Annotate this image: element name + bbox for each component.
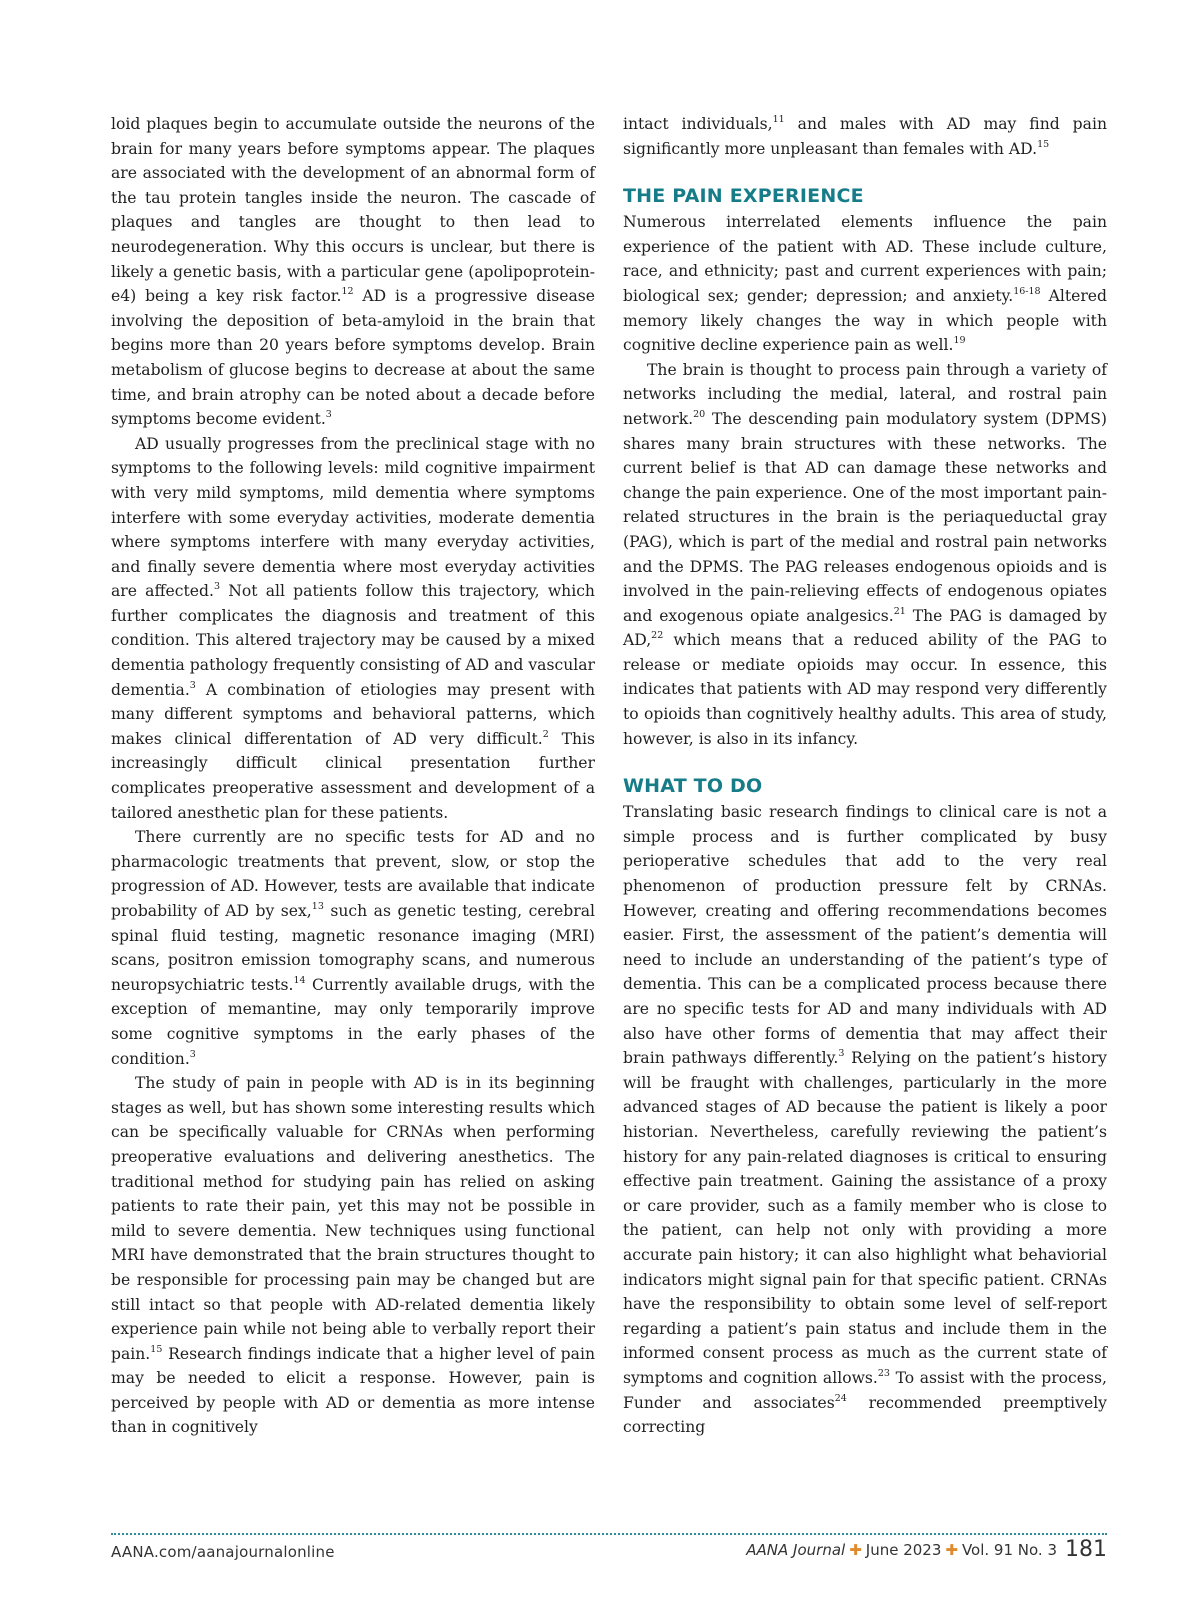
citation: 21	[893, 605, 906, 617]
text-run: This increasingly difficult clinical presentation further complicates preoperative assessment and development of a tailored anesthetic plan for these patients.	[111, 729, 595, 822]
text-run: A combination of etiologies may present with many different symptoms and behavioral patterns, which makes clinical differentation of AD very difficult.	[111, 680, 595, 748]
body-paragraph	[623, 800, 1107, 1439]
text-run: To assist with the process, Funder and associates	[623, 1368, 1107, 1412]
text-run: recommended preemptively correcting	[623, 1393, 1107, 1437]
citation: 23	[877, 1367, 890, 1379]
left-column	[111, 112, 595, 1440]
text-run: There currently are no specific tests for AD and no pharmacologic treatments that prevent, slow, or stop the progression of AD. However, tests are available that indicate probability of AD by sex,	[111, 828, 595, 920]
text-run: such as genetic testing, cerebral spinal fluid testing, magnetic resonance imaging (MRI) scans, positron emission tomography scans, and numerous neuropsychiatric tests.	[111, 902, 595, 994]
footer-divider	[111, 1533, 1107, 1535]
text-run: AD is a progressive disease involving the deposition of beta-amyloid in the brain that begins more than 20 years before symptoms develop. Brain metabolism of glucose begins to decrease at about the same time, and brain atrophy can be noted about a decade before symptoms become evident.	[111, 287, 595, 429]
citation: 15	[1037, 138, 1050, 150]
text-run: Not all patients follow this trajectory, which further complicates the diagnosis and treatment of this condition. This altered trajectory may be caused by a mixed dementia pathology frequently consisting of AD and vascular dementia.	[111, 582, 595, 699]
section-heading-what-to-do: WHAT TO DO	[623, 775, 763, 798]
citation: 24	[834, 1392, 847, 1404]
page-number: 181	[1065, 1537, 1107, 1562]
citation: 19	[953, 335, 966, 347]
text-run: Research findings indicate that a higher level of pain may be needed to elicit a response. However, pain is perceived by people with AD or dementia as more intense than in cognitively	[111, 1344, 595, 1437]
body-paragraph	[623, 358, 1107, 752]
body-paragraph	[111, 1071, 595, 1440]
citation: 22	[651, 630, 664, 642]
body-paragraph	[111, 825, 595, 1071]
text-run: The study of pain in people with AD is in its beginning stages as well, but has shown some interesting results which can be specifically valuable for CRNAs when performing preoperative evaluations and delivering anesthetics. The traditional method for studying pain has relied on asking patients to rate their pain, yet this may not be possible in mild to severe dementia. New techniques using functional MRI have demonstrated that the brain structures thought to be responsible for processing pain may be changed but are still intact so that people with AD-related dementia likely experience pain while not being able to verbally report their pain.	[111, 1074, 595, 1363]
citation: 20	[693, 408, 706, 420]
citation: 14	[293, 974, 306, 986]
citation: 3	[213, 581, 220, 593]
section-heading-pain-experience: THE PAIN EXPERIENCE	[623, 185, 864, 208]
text-run: Currently available drugs, with the exception of memantine, may only temporarily improve some cognitive symptoms in the early phases of the condition.	[111, 975, 595, 1068]
volume-issue: Vol. 91 No. 3	[961, 1541, 1057, 1559]
text-run: The brain is thought to process pain through a variety of networks including the medial, lateral, and rostral pain network.	[623, 360, 1107, 428]
text-run: Numerous interrelated elements influence the pain experience of the patient with AD. These include culture, race, and ethnicity; past and current experiences with pain; biological sex; gender; depression; and anxiety.	[623, 213, 1107, 305]
citation: 3	[838, 1048, 845, 1060]
plus-separator-icon: ✚	[945, 1541, 958, 1559]
citation: 3	[189, 679, 196, 691]
issue-date: June 2023	[865, 1541, 942, 1559]
citation: 2	[542, 728, 549, 740]
text-run: loid plaques begin to accumulate outside the neurons of the brain for many years before symptoms appear. The plaques are associated with the development of an abnormal form of the tau protein tangles inside the neuron. The cascade of plaques and tangles are thought to then lead to neurodegeneration. Why this occurs is unclear, but there is likely a genetic basis, with a particular gene (apolipoprotein-e4) being a key risk factor.	[111, 115, 595, 306]
citation: 3	[325, 409, 332, 421]
body-paragraph	[111, 432, 595, 826]
text-run: Translating basic research findings to clinical care is not a simple process and is further complicated by busy perioperative schedules that add to the very real phenomenon of production pressure felt by CRNAs. However, creating and offering recommendations becomes easier. First, the assessment of the patient’s dementia will need to include an understanding of the patient’s type of dementia. This can be a complicated process because there are no specific tests for AD and many individuals with AD also have other forms of dementia that may affect their brain pathways differently.	[623, 803, 1107, 1068]
citation: 12	[341, 286, 354, 298]
footer-citation	[746, 1537, 1107, 1562]
body-paragraph	[623, 112, 1107, 161]
citation: 13	[311, 901, 324, 912]
footer-website-link[interactable]: AANA.com/aanajournalonline	[111, 1543, 335, 1561]
text-run: and males with AD may find pain significantly more unpleasant than females with AD.	[623, 115, 1107, 158]
text-run: The PAG is damaged by AD,	[623, 606, 1107, 650]
citation: 16-18	[1013, 285, 1041, 297]
text-run: The descending pain modulatory system (DPMS) shares many brain structures with these networks. The current belief is that AD can damage these networks and change the pain experience. One of the most important pain-related structures in the brain is the periaqueductal gray (PAG), which is part of the medial and rostral pain networks and the DPMS. The PAG releases endogenous opioids and is involved in the pain-relieving effects of endogenous opiates and exogenous opiate analgesics.	[623, 409, 1107, 625]
citation: 3	[189, 1048, 196, 1060]
citation: 15	[150, 1343, 163, 1355]
plus-separator-icon: ✚	[849, 1541, 862, 1559]
text-run: Relying on the patient’s history will be fraught with challenges, particularly in the more advanced stages of AD because the patient is likely a poor historian. Nevertheless, carefully reviewing the patient’s history for any pain-related diagnoses is critical to ensuring effective pain treatment. Gaining the assistance of a proxy or care provider, such as a family member who is close to the patient, can help not only with providing a more accurate pain history; it can also highlight what behaviorial indicators might signal pain for that specific patient. CRNAs have the responsibility to obtain some level of self-report regarding a patient’s pain status and include them in the informed consent process as much as the current state of symptoms and cognition allows.	[623, 1049, 1107, 1387]
journal-name: AANA Journal	[746, 1541, 846, 1559]
text-run: intact individuals,	[623, 115, 773, 133]
right-column	[623, 112, 1107, 1440]
text-run: which means that a reduced ability of the PAG to release or mediate opioids may occur. In essence, this indicates that patients with AD may respond very differently to opioids than cognitively healthy adults. This area of study, however, is also in its infancy.	[623, 631, 1107, 748]
text-run: AD usually progresses from the preclinical stage with no symptoms to the following levels: mild cognitive impairment with very mild symptoms, mild dementia where symptoms interfere with some everyday activities, moderate dementia where symptoms interfere with many everyday activities, and finally severe dementia where most everyday activities are affected.	[111, 434, 595, 601]
body-paragraph	[623, 210, 1107, 358]
body-paragraph	[111, 112, 595, 432]
text-run: Altered memory likely changes the way in which people with cognitive decline experience pain as well.	[623, 286, 1107, 355]
citation: 11	[772, 114, 785, 125]
